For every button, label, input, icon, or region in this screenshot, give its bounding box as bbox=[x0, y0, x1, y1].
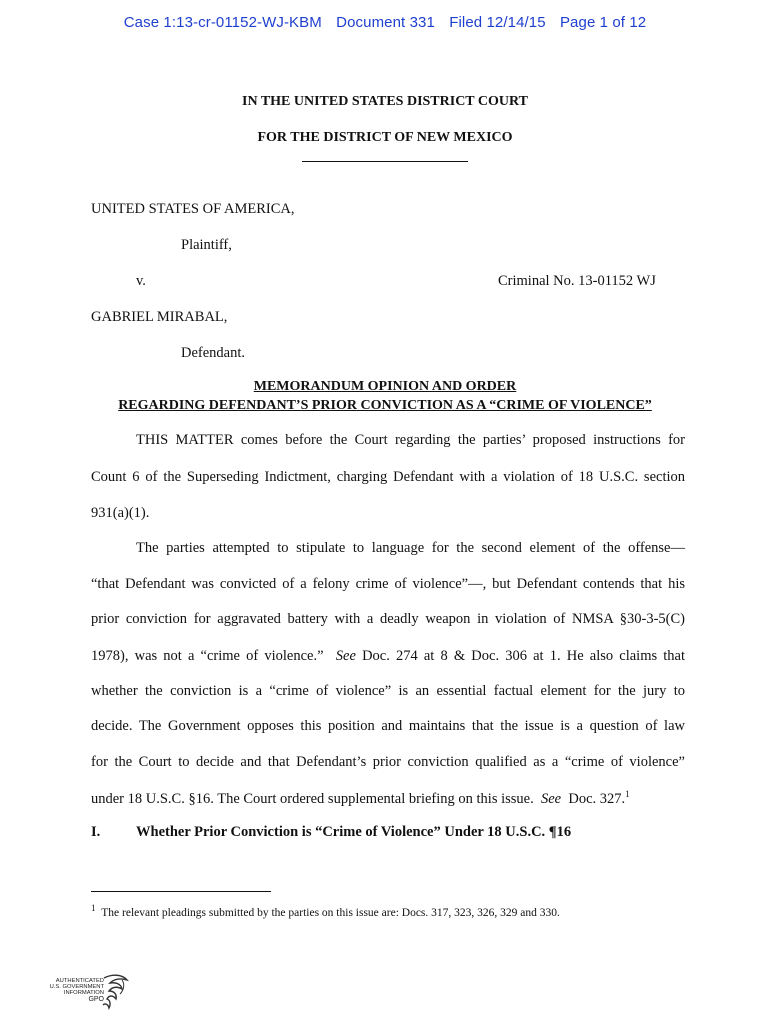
body-line: Count 6 of the Superseding Indictment, charging Defendant with a violation of 18 U.S.C. section bbox=[91, 469, 685, 485]
court-district: FOR THE DISTRICT OF NEW MEXICO bbox=[257, 130, 513, 145]
body-line: “that Defendant was convicted of a felony crime of violence”—, but Defendant contends that his bbox=[91, 576, 685, 592]
filing-header bbox=[0, 14, 770, 31]
citation-signal: See bbox=[335, 648, 356, 664]
section-heading: Whether Prior Conviction is “Crime of Violence” Under 18 U.S.C. ¶16 bbox=[136, 824, 572, 840]
eagle-icon bbox=[100, 972, 130, 1016]
body-line: THIS MATTER comes before the Court regarding the parties’ proposed instructions for bbox=[136, 432, 685, 448]
section-number: I. bbox=[91, 824, 101, 840]
footnote bbox=[91, 903, 560, 919]
body-line: decide. The Government opposes this position and maintains that the issue is a question of law bbox=[91, 718, 685, 734]
footnote-marker: 1 bbox=[91, 903, 96, 913]
plaintiff-name: UNITED STATES OF AMERICA, bbox=[91, 201, 295, 217]
defendant-role: Defendant. bbox=[181, 345, 246, 361]
footnote-reference: 1 bbox=[625, 789, 630, 799]
body-line: for the Court to decide and that Defendant’s prior conviction qualified as a “crime of violence” bbox=[91, 754, 685, 770]
seal-text: INFORMATION bbox=[63, 990, 104, 997]
versus: v. bbox=[136, 273, 146, 289]
footnote-divider bbox=[91, 891, 271, 892]
citation-signal: See bbox=[540, 790, 562, 807]
criminal-number: Criminal No. 13-01152 WJ bbox=[498, 273, 656, 289]
document-subtitle: REGARDING DEFENDANT’S PRIOR CONVICTION AS A “CRIME OF VIOLENCE” bbox=[118, 398, 652, 413]
body-line bbox=[91, 789, 685, 808]
court-name: IN THE UNITED STATES DISTRICT COURT bbox=[242, 94, 528, 109]
document-title: MEMORANDUM OPINION AND ORDER bbox=[253, 379, 517, 394]
filed-date: Filed 12/14/15 bbox=[449, 14, 546, 31]
body-line: whether the conviction is a “crime of violence” is an essential factual element for the jury to bbox=[91, 683, 685, 699]
seal-text: AUTHENTICATED bbox=[55, 978, 104, 984]
body-text: under 18 U.S.C. §16. The Court ordered supplemental briefing on this issue. bbox=[91, 790, 534, 807]
document-number: Document 331 bbox=[336, 14, 435, 31]
body-text: 1978), was not a “crime of violence.” bbox=[91, 648, 324, 664]
gpo-authentication-seal bbox=[42, 972, 132, 1016]
plaintiff-role: Plaintiff, bbox=[181, 237, 232, 253]
seal-text: U.S. GOVERNMENT bbox=[49, 984, 104, 991]
body-line bbox=[91, 648, 685, 665]
footnote-text: The relevant pleadings submitted by the parties on this issue are: Docs. 317, 323, 326, 329 and 330. bbox=[101, 906, 560, 919]
body-text: Doc. 274 at 8 & Doc. 306 at 1. He also claims that bbox=[362, 648, 685, 664]
body-line: prior conviction for aggravated battery with a deadly weapon in violation of NMSA §30-3-5(C) bbox=[91, 611, 685, 627]
body-line: The parties attempted to stipulate to language for the second element of the offense— bbox=[136, 540, 685, 556]
caption-divider bbox=[302, 161, 468, 162]
page-indicator: Page 1 of 12 bbox=[559, 14, 647, 31]
body-line: 931(a)(1). bbox=[91, 505, 150, 521]
case-number: Case 1:13-cr-01152-WJ-KBM bbox=[123, 14, 322, 31]
seal-text: GPO bbox=[88, 995, 104, 1003]
body-text: Doc. 327. bbox=[568, 790, 626, 807]
defendant-name: GABRIEL MIRABAL, bbox=[91, 309, 228, 325]
